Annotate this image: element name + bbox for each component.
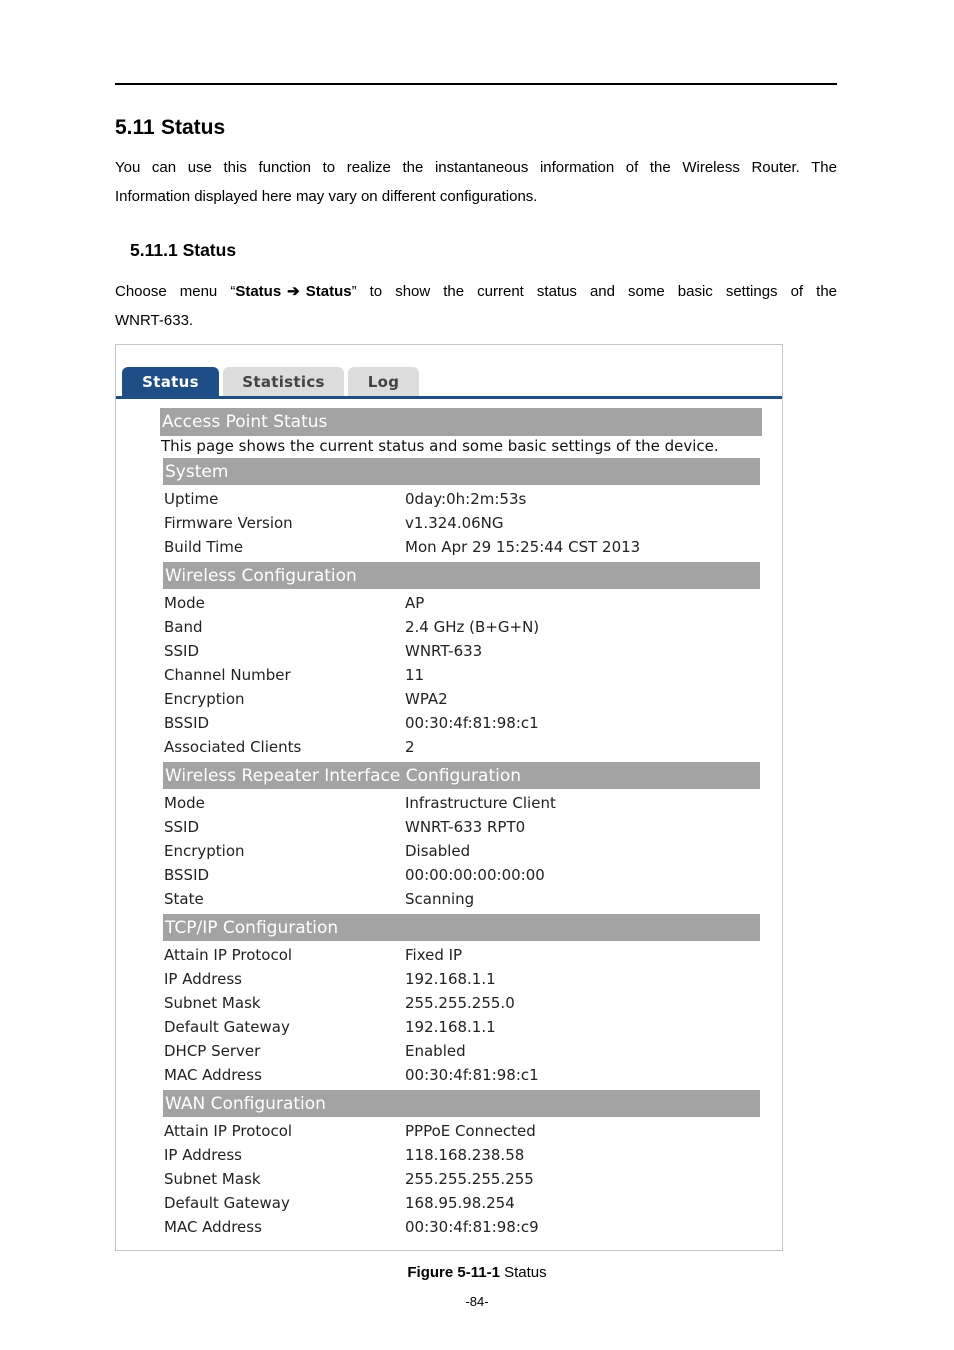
status-row [164,1170,760,1194]
page-title: Access Point Status [160,408,762,436]
status-row [164,618,760,642]
status-row [164,1146,760,1170]
status-label: Mode [164,794,205,812]
header-rule [115,83,837,85]
status-value: WPA2 [405,690,448,708]
status-label: State [164,890,204,908]
status-label: Subnet Mask [164,1170,261,1188]
status-value: 00:30:4f:81:98:c1 [405,714,539,732]
intro-line-2: Information displayed here may vary on different configurations. [115,188,538,205]
status-row [164,1122,760,1146]
section-header-wireless-configuration: Wireless Configuration [163,562,760,589]
status-label: Encryption [164,690,245,708]
status-value: 168.95.98.254 [405,1194,515,1212]
status-row [164,818,760,842]
section-heading [115,116,225,140]
figure-label: Figure 5-11-1 [407,1264,500,1281]
status-value: 255.255.255.0 [405,994,515,1012]
page-description: This page shows the current status and some basic settings of the device. [161,437,719,455]
status-label: Mode [164,594,205,612]
status-value: Mon Apr 29 15:25:44 CST 2013 [405,538,641,556]
figure-text: Status [504,1264,547,1281]
status-value: 00:30:4f:81:98:c9 [405,1218,539,1236]
status-value: Infrastructure Client [405,794,556,812]
status-row [164,842,760,866]
status-screenshot [115,344,783,1251]
status-value: 11 [405,666,425,684]
status-row [164,714,760,738]
arrow-right-icon: ➔ [287,283,300,300]
status-label: Firmware Version [164,514,293,532]
subsection-heading [130,240,236,261]
status-value: PPPoE Connected [405,1122,536,1140]
status-label: SSID [164,642,200,660]
section-header-wan-configuration: WAN Configuration [163,1090,760,1117]
status-value: 255.255.255.255 [405,1170,534,1188]
status-row [164,866,760,890]
tab-status[interactable]: Status [122,367,219,396]
tab-statistics[interactable]: Statistics [223,367,344,396]
status-row [164,794,760,818]
status-label: Band [164,618,203,636]
menu-status-label: Status [235,283,282,300]
instruction-post: ” to show the current status and some basic settings of the [351,283,837,300]
status-label: Attain IP Protocol [164,1122,293,1140]
status-label: IP Address [164,1146,242,1164]
status-row [164,538,760,562]
status-row [164,738,760,762]
status-label: Build Time [164,538,244,556]
section-header-tcp-ip-configuration: TCP/IP Configuration [163,914,760,941]
status-value: 192.168.1.1 [405,1018,496,1036]
status-label: IP Address [164,970,242,988]
status-label: Encryption [164,842,245,860]
status-row [164,1042,760,1066]
status-value: WNRT-633 RPT0 [405,818,526,836]
status-label: Channel Number [164,666,291,684]
status-label: Subnet Mask [164,994,261,1012]
status-label: SSID [164,818,200,836]
status-value: 2 [405,738,415,756]
subsection-number: 5.11.1 [130,240,178,260]
status-row [164,1066,760,1090]
status-label: Associated Clients [164,738,302,756]
status-row [164,490,760,514]
submenu-status-label: Status [305,283,352,300]
status-value: 192.168.1.1 [405,970,496,988]
status-value: Disabled [405,842,471,860]
status-row [164,890,760,914]
intro-line-1: You can use this function to realize the instantaneous information of the Wireless Router. The [115,159,837,176]
section-title: Status [161,116,226,139]
status-label: MAC Address [164,1218,262,1236]
status-value: AP [405,594,425,612]
status-value: 118.168.238.58 [405,1146,525,1164]
status-row [164,994,760,1018]
status-value: 00:00:00:00:00:00 [405,866,545,884]
status-label: DHCP Server [164,1042,261,1060]
status-row [164,1218,760,1242]
instruction-pre: Choose menu “ [115,283,236,300]
status-label: Default Gateway [164,1018,290,1036]
status-row [164,594,760,618]
status-label: BSSID [164,714,210,732]
status-label: BSSID [164,866,210,884]
status-value: WNRT-633 [405,642,483,660]
status-value: v1.324.06NG [405,514,504,532]
page-number: -84- [465,1294,489,1309]
status-label: MAC Address [164,1066,262,1084]
section-header-system: System [163,458,760,485]
tab-log[interactable]: Log [348,367,419,396]
tab-underline [116,396,782,399]
status-row [164,946,760,970]
section-number: 5.11 [115,116,155,139]
section-header-wireless-repeater-interface-configuration: Wireless Repeater Interface Configuration [163,762,760,789]
instruction-line-2: WNRT-633. [115,312,194,329]
status-value: Enabled [405,1042,466,1060]
status-row [164,1018,760,1042]
instruction-line-1 [115,277,837,306]
status-value: 0day:0h:2m:53s [405,490,527,508]
status-value: Fixed IP [405,946,463,964]
intro-paragraph [115,153,837,211]
status-label: Default Gateway [164,1194,290,1212]
status-row [164,690,760,714]
status-value: Scanning [405,890,475,908]
status-row [164,970,760,994]
subsection-title: Status [182,240,237,260]
status-row [164,1194,760,1218]
status-label: Uptime [164,490,219,508]
instruction-paragraph [115,277,837,335]
status-value: 2.4 GHz (B+G+N) [405,618,540,636]
status-label: Attain IP Protocol [164,946,293,964]
status-value: 00:30:4f:81:98:c1 [405,1066,539,1084]
status-row [164,514,760,538]
status-row [164,642,760,666]
figure-caption [0,1264,954,1281]
status-row [164,666,760,690]
